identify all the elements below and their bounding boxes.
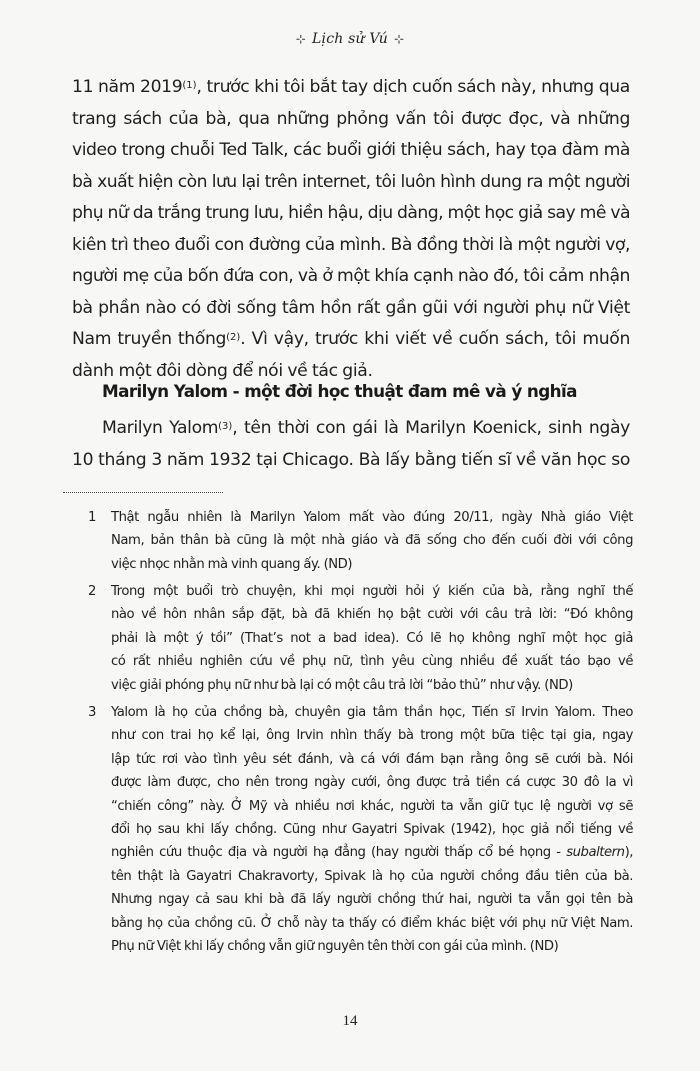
ornament-left-icon: ⊹ bbox=[295, 32, 307, 46]
text-span: Marilyn Yalom bbox=[102, 418, 219, 438]
footnote-number: 1 bbox=[88, 510, 96, 525]
text-line bbox=[72, 72, 630, 104]
footnote-text bbox=[111, 701, 633, 958]
footnote-3 bbox=[88, 701, 633, 958]
footnote-number: 2 bbox=[88, 584, 96, 599]
text-span: nghiên cứu thuộc địa và người hạ đẳng (hay người thấp cổ bé họng - bbox=[111, 845, 567, 861]
text-span: ), bbox=[624, 845, 633, 861]
footnote-text bbox=[111, 580, 633, 697]
text-line: nào về hôn nhân sắp đặt, bà đã khiến họ bật cười với câu trả lời: “Đó không bbox=[111, 607, 633, 623]
text-line: Thật ngẫu nhiên là Marilyn Yalom mất vào đúng 20/11, ngày Nhà giáo Việt bbox=[111, 510, 633, 525]
section-heading: Marilyn Yalom - một đời học thuật đam mê và ý nghĩa bbox=[102, 381, 577, 401]
text-line bbox=[72, 413, 630, 445]
text-line: tên thật là Gayatri Chakravorty, Spivak là họ của người chồng đầu tiên của bà. bbox=[111, 868, 633, 884]
text-line: có rất nhiều nghiên cứu về phụ nữ, tình yêu cùng nhiều đề xuất táo bạo về bbox=[111, 654, 633, 670]
text-span: , trước khi tôi bắt tay dịch cuốn sách này, nhưng qua bbox=[196, 77, 630, 97]
text-line: kiên trì theo đuổi con đường của mình. Bà đồng thời là một người vợ, bbox=[72, 234, 630, 255]
text-line: “chiến công” này. Ở Mỹ và nhiều nơi khác, người ta vẫn giữ tục lệ người vợ sẽ bbox=[111, 798, 633, 814]
text-line: lập tức rơi vào tình yêu sét đánh, và cá với đám bạn rằng ông sẽ cưới bà. Nói bbox=[111, 751, 633, 767]
text-line: Nhưng ngay cả sau khi bà đã lấy người chồng thứ hai, người ta vẫn gọi tên bà bbox=[111, 892, 633, 908]
footnote-text bbox=[111, 506, 633, 576]
running-head bbox=[0, 31, 700, 47]
text-line: người mẹ của bốn đứa con, và ở một khía cạnh nào đó, tôi cảm nhận bbox=[72, 266, 630, 286]
footnote-ref-1[interactable]: (1) bbox=[182, 80, 197, 91]
text-line: Yalom là họ của chồng bà, chuyên gia tâm thần học, Tiến sĩ Irvin Yalom. Theo bbox=[111, 705, 633, 720]
text-line: 10 tháng 3 năm 1932 tại Chicago. Bà lấy bằng tiến sĩ về văn học so bbox=[72, 449, 630, 470]
text-span: . Vì vậy, trước khi viết về cuốn sách, tôi muốn bbox=[240, 329, 630, 349]
text-line: được làm được, cho nên trong ngày cưới, ông được trả tiền cá cược 30 đô la vì bbox=[111, 775, 633, 791]
text-line: dành một đôi dòng để nói về tác giả. bbox=[72, 360, 373, 381]
text-span: Nam truyền thống bbox=[72, 329, 227, 349]
text-line: phụ nữ da trắng trung lưu, hiền hậu, dịu dàng, một học giả say mê và bbox=[72, 203, 630, 223]
text-line: bà phần nào có đời sống tâm hồn rất gần gũi với người phụ nữ Việt bbox=[72, 297, 630, 318]
text-line: bà xuất hiện còn lưu lại trên internet, tôi luôn hình dung ra một người bbox=[72, 171, 630, 192]
text-line: Nam, bản thân bà cũng là một nhà giáo và đã sống cho đến cuối đời với công bbox=[111, 533, 633, 549]
footnote-1 bbox=[88, 506, 633, 576]
footnote-ref-3[interactable]: (3) bbox=[218, 421, 233, 432]
italic-term: subaltern bbox=[566, 845, 625, 861]
text-line: Phụ nữ Việt khi lấy chồng vẫn giữ nguyên tên thời con gái của mình. (ND) bbox=[111, 939, 559, 955]
paragraph-2 bbox=[72, 413, 630, 476]
text-line: việc giải phóng phụ nữ như bà lại có một câu trả lời “bảo thủ” như vậy. (ND) bbox=[111, 677, 573, 693]
text-line: Trong một buổi trò chuyện, khi mọi người hỏi ý kiến của bà, rằng nghĩ thế bbox=[111, 584, 633, 599]
ornament-right-icon: ⊹ bbox=[393, 32, 405, 46]
paragraph-1 bbox=[72, 72, 630, 387]
footnote-separator bbox=[63, 492, 223, 493]
text-line: bằng họ của chồng cũ. Ở chỗ này ta thấy có điểm khác biệt với phụ nữ Việt Nam. bbox=[111, 915, 633, 931]
text-line: video trong chuỗi Ted Talk, các buổi giới thiệu sách, hay tọa đàm mà bbox=[72, 140, 630, 160]
text-line: việc nhọc nhằn mà vinh quang ấy. (ND) bbox=[111, 556, 353, 572]
text-line bbox=[111, 841, 633, 864]
footnote-number: 3 bbox=[88, 705, 96, 720]
text-span: , tên thời con gái là Marilyn Koenick, sinh ngày bbox=[232, 418, 630, 438]
text-line: trang sách của bà, qua những phỏng vấn tôi được đọc, và những bbox=[72, 108, 630, 129]
text-span: 11 năm 2019 bbox=[72, 77, 183, 97]
footnote-ref-2[interactable]: (2) bbox=[226, 332, 241, 343]
page-number: 14 bbox=[342, 1013, 358, 1029]
text-line: đổi họ sau khi lấy chồng. Cũng như Gayatri Spivak (1942), học giả nổi tiếng về bbox=[111, 822, 633, 838]
running-head-title: Lịch sử Vú bbox=[312, 31, 388, 47]
text-line: như con trai họ kể lại, ông Irvin nhìn thấy bà trong một bữa tiệc tại gia, ngay bbox=[111, 728, 633, 744]
text-line: phải là một ý tồi” (That’s not a bad idea). Có lẽ họ không nghĩ một học giả bbox=[111, 630, 633, 646]
footnote-2 bbox=[88, 580, 633, 697]
text-line bbox=[72, 324, 630, 356]
